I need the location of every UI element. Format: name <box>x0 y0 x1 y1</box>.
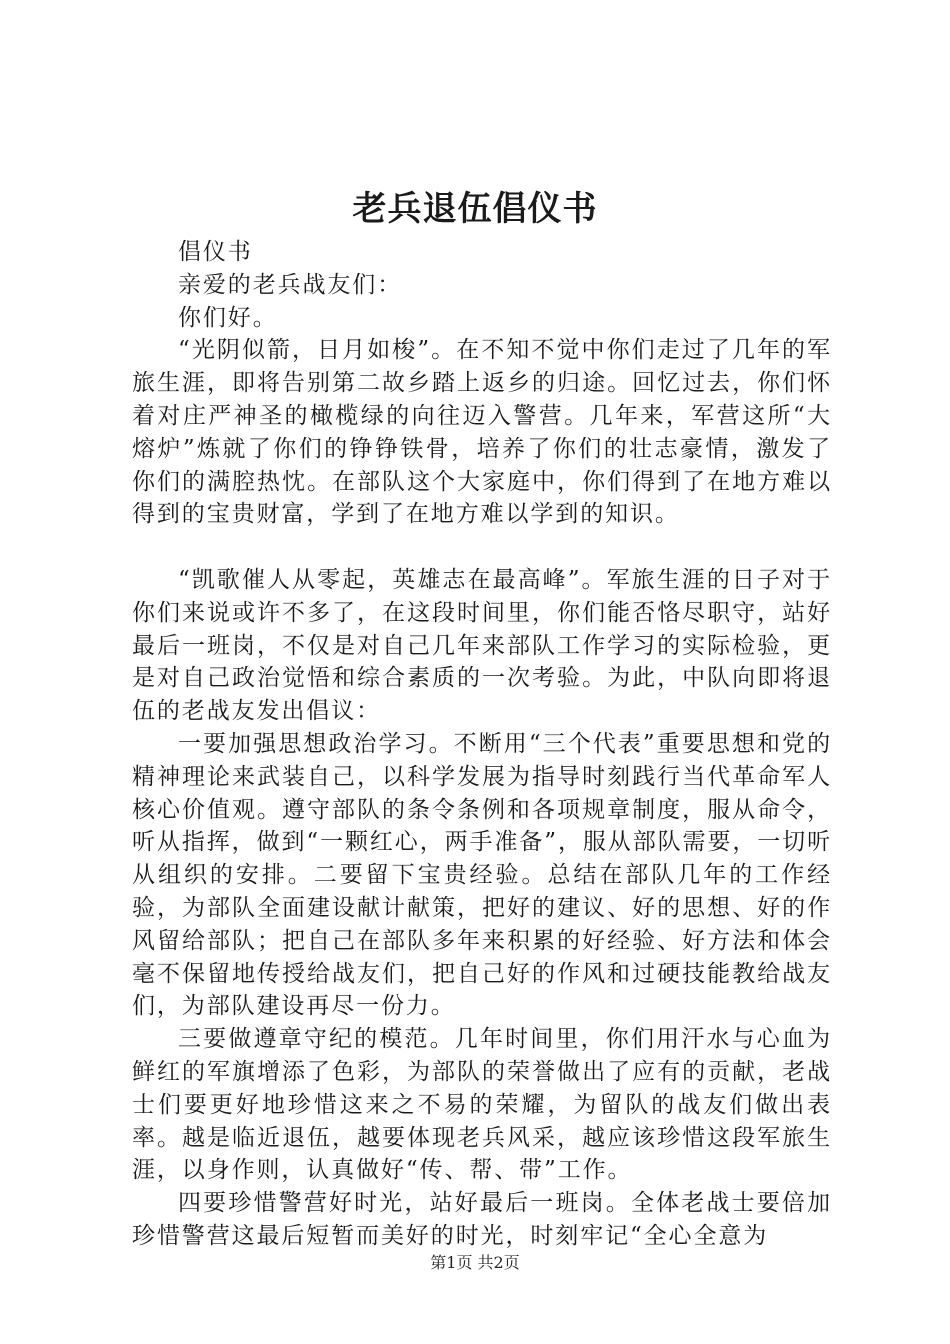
paragraph-point-four: 四要珍惜警营好时光，站好最后一班岗。全体老战士要倍加珍惜警营这最后短暂而美好的时光，时刻牢记“全心全意为 <box>132 1190 832 1249</box>
paragraph-heading: 倡仪书 <box>178 239 253 265</box>
paragraph-point-three: 三要做遵章守纪的模范。几年时间里，你们用汗水与心血为鲜红的军旗增添了色彩，为部队的荣誉做出了应有的贡献，老战士们要更好地珍惜这来之不易的荣耀，为留队的战友们做出表率。越是临近退伍，越要体现老兵风采，越应该珍惜这段军旅生涯，以身作则，认真做好“传、帮、带”工作。 <box>132 1026 832 1184</box>
paragraph-salutation: 亲爱的老兵战友们： <box>178 271 403 298</box>
document-body <box>132 236 832 1253</box>
paragraph-points-one-two: 一要加强思想政治学习。不断用“三个代表”重要思想和党的精神理论来武装自己，以科学发展为指导时刻践行当代革命军人核心价值观。遵守部队的条令条例和各项规章制度，服从命令，听从指挥，做到“一颗红心，两手准备”，服从部队需要，一切听从组织的安排。二要留下宝贵经验。总结在部队几年的工作经验，为部队全面建设献计献策，把好的建议、好的思想、好的作风留给部队；把自己在部队多年来积累的好经验、好方法和体会毫不保留地传授给战友们，把自己好的作风和过硬技能教给战友们，为部队建设再尽一份力。 <box>132 730 832 1020</box>
page-footer: 第1页 共2页 <box>430 1253 520 1272</box>
paragraph-appeal: “凯歌催人从零起，英雄志在最高峰”。军旅生涯的日子对于你们来说或许不多了，在这段时间里，你们能否恪尽职守，站好最后一班岗，不仅是对自己几年来部队工作学习的实际检验，更是对自己政治觉悟和综合素质的一次考验。为此，中队向即将退伍的老战友发出倡议： <box>132 566 832 725</box>
document-title: 老兵退伍倡仪书 <box>352 189 598 229</box>
paragraph-intro: “光阴似箭，日月如梭”。在不知不觉中你们走过了几年的军旅生涯，即将告别第二故乡踏上返乡的归途。回忆过去，你们怀着对庄严神圣的橄榄绿的向往迈入警营。几年来，军营这所“大熔炉”炼就了你们的铮铮铁骨，培养了你们的壮志豪情，激发了你们的满腔热忱。在部队这个大家庭中，你们得到了在地方难以得到的宝贵财富，学到了在地方难以学到的知识。 <box>132 337 832 528</box>
paragraph-greeting: 你们好。 <box>178 304 278 331</box>
